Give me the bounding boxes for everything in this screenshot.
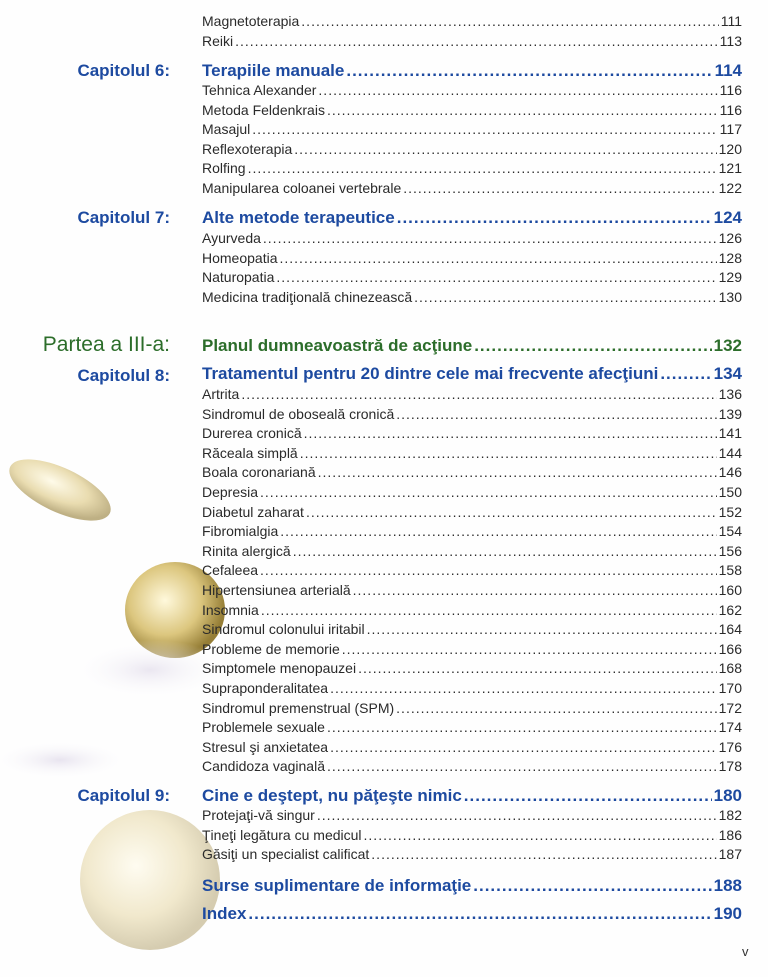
entry-page: 190 bbox=[713, 904, 742, 923]
toc-entry bbox=[202, 445, 742, 464]
entry-title: Reiki bbox=[202, 32, 234, 49]
entry-page: 164 bbox=[718, 621, 742, 638]
dot-leader bbox=[353, 582, 717, 598]
dot-leader bbox=[397, 208, 712, 228]
entry-page: 187 bbox=[718, 846, 742, 863]
entry-title: Medicina tradiţională chinezească bbox=[202, 288, 413, 305]
toc-entry bbox=[202, 13, 742, 32]
entry-page: 180 bbox=[713, 786, 742, 805]
part-label: Partea a III-a: bbox=[42, 333, 170, 356]
dot-leader bbox=[464, 786, 712, 806]
toc-entry bbox=[202, 739, 742, 758]
toc-entry bbox=[202, 33, 742, 52]
toc-entry bbox=[202, 425, 742, 444]
entry-page: 178 bbox=[718, 758, 742, 775]
entry-title: Masajul bbox=[202, 121, 251, 138]
entry-page: 129 bbox=[718, 269, 742, 286]
dot-leader bbox=[403, 180, 716, 196]
toc-entry bbox=[202, 230, 742, 249]
toc-entry bbox=[202, 660, 742, 679]
entry-page: 121 bbox=[718, 160, 742, 177]
entry-title: Cefaleea bbox=[202, 562, 259, 579]
entry-page: 152 bbox=[718, 503, 742, 520]
toc-entry bbox=[202, 141, 742, 160]
part-heading bbox=[202, 336, 742, 360]
dot-leader bbox=[396, 700, 716, 716]
dot-leader bbox=[367, 621, 717, 637]
dot-leader bbox=[304, 425, 717, 441]
toc-entry bbox=[202, 807, 742, 826]
entry-page: 182 bbox=[718, 807, 742, 823]
entry-page: 111 bbox=[720, 13, 742, 29]
dot-leader bbox=[260, 562, 717, 578]
toc-entry bbox=[202, 641, 742, 660]
entry-title: Hipertensiunea arterială bbox=[202, 582, 351, 598]
entry-title: Reflexoterapia bbox=[202, 140, 293, 157]
entry-page: 162 bbox=[718, 601, 742, 618]
entry-page: 176 bbox=[718, 738, 742, 755]
dot-leader bbox=[317, 807, 717, 823]
dot-leader bbox=[248, 160, 717, 176]
toc-entry bbox=[202, 464, 742, 483]
entry-page: 130 bbox=[718, 288, 742, 305]
dot-leader bbox=[327, 758, 717, 774]
toc-entry bbox=[202, 484, 742, 503]
toc-entry bbox=[202, 250, 742, 269]
dot-leader bbox=[241, 386, 716, 402]
toc-entry bbox=[202, 160, 742, 179]
chapter-heading bbox=[202, 208, 742, 232]
entry-title: Ţineţi legătura cu medicul bbox=[202, 826, 362, 843]
toc-entry bbox=[202, 846, 742, 865]
entry-page: 160 bbox=[718, 582, 742, 598]
dot-leader bbox=[261, 602, 717, 618]
entry-title: Tehnica Alexander bbox=[202, 82, 317, 98]
dot-leader bbox=[276, 269, 716, 285]
toc-entry bbox=[202, 758, 742, 777]
entry-title: Sindromul premenstrual (SPM) bbox=[202, 699, 395, 716]
entry-title: Găsiţi un specialist calificat bbox=[202, 846, 370, 863]
entry-title: Ayurveda bbox=[202, 230, 261, 246]
entry-title: Fibromialgia bbox=[202, 523, 279, 540]
entry-page: 114 bbox=[714, 61, 742, 80]
toc-entry bbox=[202, 523, 742, 542]
entry-title: Sindromul de oboseală cronică bbox=[202, 405, 395, 422]
toc-entry bbox=[202, 543, 742, 562]
chapter-heading bbox=[202, 364, 742, 388]
dot-leader bbox=[364, 827, 717, 843]
toc-entry bbox=[202, 121, 742, 140]
dot-leader bbox=[414, 289, 717, 305]
toc-entry bbox=[202, 289, 742, 308]
entry-page: 144 bbox=[718, 444, 742, 461]
entry-title: Diabetul zaharat bbox=[202, 503, 304, 520]
entry-title: Problemele sexuale bbox=[202, 719, 325, 736]
toc-entry bbox=[202, 602, 742, 621]
entry-page: 134 bbox=[713, 364, 742, 383]
chapter-heading bbox=[202, 904, 742, 928]
entry-title: Rolfing bbox=[202, 160, 246, 177]
toc-entry bbox=[202, 680, 742, 699]
toc-entry bbox=[202, 562, 742, 581]
dot-leader bbox=[318, 82, 717, 98]
entry-page: 128 bbox=[718, 249, 742, 266]
entry-page: 150 bbox=[718, 484, 742, 500]
toc-entry bbox=[202, 719, 742, 738]
entry-page: 186 bbox=[718, 826, 742, 843]
dot-leader bbox=[293, 543, 717, 559]
dot-leader bbox=[300, 445, 717, 461]
dot-leader bbox=[263, 230, 717, 246]
entry-title: Metoda Feldenkrais bbox=[202, 101, 325, 118]
dot-leader bbox=[260, 484, 717, 500]
entry-title: Candidoza vaginală bbox=[202, 758, 325, 775]
toc-entry bbox=[202, 700, 742, 719]
entry-title: Index bbox=[202, 904, 247, 923]
dot-leader bbox=[473, 876, 711, 896]
dot-leader bbox=[235, 33, 718, 49]
toc-entry bbox=[202, 386, 742, 405]
entry-title: Supraponderalitatea bbox=[202, 680, 329, 696]
entry-title: Manipularea coloanei vertebrale bbox=[202, 180, 402, 196]
dot-leader bbox=[327, 719, 717, 735]
entry-page: 113 bbox=[719, 32, 742, 49]
entry-page: 122 bbox=[718, 180, 742, 196]
entry-title: Alte metode terapeutice bbox=[202, 208, 395, 227]
entry-page: 117 bbox=[719, 121, 742, 138]
toc-entry bbox=[202, 582, 742, 601]
dot-leader bbox=[280, 250, 717, 266]
toc-entry bbox=[202, 269, 742, 288]
entry-title: Răceala simplă bbox=[202, 444, 298, 461]
chapter-label: Capitolul 7: bbox=[77, 208, 170, 227]
dot-leader bbox=[660, 364, 711, 384]
entry-page: 116 bbox=[719, 101, 742, 118]
dot-leader bbox=[252, 121, 717, 137]
page-number: v bbox=[742, 944, 749, 959]
entry-page: 132 bbox=[713, 336, 742, 355]
entry-page: 168 bbox=[718, 660, 742, 677]
entry-page: 172 bbox=[718, 699, 742, 716]
dot-leader bbox=[327, 102, 718, 118]
entry-title: Boala coronariană bbox=[202, 464, 316, 481]
dot-leader bbox=[358, 660, 717, 676]
dot-leader bbox=[346, 61, 712, 81]
entry-title: Protejaţi-vă singur bbox=[202, 807, 315, 823]
entry-title: Cine e deştept, nu păţeşte nimic bbox=[202, 786, 462, 805]
entry-page: 174 bbox=[718, 719, 742, 736]
dot-leader bbox=[474, 336, 711, 356]
entry-page: 139 bbox=[718, 405, 742, 422]
entry-title: Naturopatia bbox=[202, 269, 275, 286]
entry-page: 170 bbox=[718, 680, 742, 696]
dot-leader bbox=[342, 641, 717, 657]
entry-title: Tratamentul pentru 20 dintre cele mai frecvente afecţiuni bbox=[202, 364, 659, 383]
entry-title: Surse suplimentare de informaţie bbox=[202, 876, 472, 895]
entry-page: 141 bbox=[718, 425, 742, 442]
entry-title: Magnetoterapia bbox=[202, 13, 300, 29]
dot-leader bbox=[318, 464, 717, 480]
dot-leader bbox=[301, 13, 718, 29]
entry-title: Terapiile manuale bbox=[202, 61, 345, 80]
toc-entry bbox=[202, 180, 742, 199]
toc-entry bbox=[202, 621, 742, 640]
toc-entry bbox=[202, 827, 742, 846]
chapter-label: Capitolul 9: bbox=[77, 786, 170, 805]
entry-page: 126 bbox=[718, 230, 742, 246]
entry-title: Simptomele menopauzei bbox=[202, 660, 357, 677]
entry-title: Depresia bbox=[202, 484, 259, 500]
entry-title: Stresul şi anxietatea bbox=[202, 738, 329, 755]
entry-title: Rinita alergică bbox=[202, 542, 291, 559]
entry-page: 158 bbox=[718, 562, 742, 579]
chapter-heading bbox=[202, 876, 742, 900]
toc-entry bbox=[202, 406, 742, 425]
entry-page: 146 bbox=[718, 464, 742, 481]
entry-page: 116 bbox=[719, 82, 742, 98]
entry-page: 156 bbox=[718, 542, 742, 559]
dot-leader bbox=[371, 846, 716, 862]
dot-leader bbox=[306, 504, 717, 520]
entry-title: Planul dumneavoastră de acţiune bbox=[202, 336, 473, 355]
dot-leader bbox=[330, 680, 717, 696]
entry-title: Sindromul colonului iritabil bbox=[202, 621, 365, 638]
entry-title: Durerea cronică bbox=[202, 425, 302, 442]
chapter-label: Capitolul 6: bbox=[77, 61, 170, 80]
dot-leader bbox=[396, 406, 716, 422]
dot-leader bbox=[330, 739, 717, 755]
entry-page: 166 bbox=[718, 640, 742, 657]
toc-entry bbox=[202, 82, 742, 101]
dot-leader bbox=[280, 523, 716, 539]
chapter-label: Capitolul 8: bbox=[77, 366, 170, 385]
dot-leader bbox=[294, 141, 716, 157]
entry-title: Artrita bbox=[202, 386, 240, 402]
dot-leader bbox=[248, 904, 711, 924]
entry-title: Homeopatia bbox=[202, 249, 278, 266]
entry-title: Insomnia bbox=[202, 601, 259, 618]
entry-title: Probleme de memorie bbox=[202, 640, 340, 657]
entry-page: 124 bbox=[713, 208, 742, 227]
entry-page: 188 bbox=[713, 876, 742, 895]
entry-page: 120 bbox=[718, 140, 742, 157]
toc-entry bbox=[202, 102, 742, 121]
entry-page: 136 bbox=[718, 386, 742, 402]
entry-page: 154 bbox=[718, 523, 742, 540]
toc-entry bbox=[202, 504, 742, 523]
